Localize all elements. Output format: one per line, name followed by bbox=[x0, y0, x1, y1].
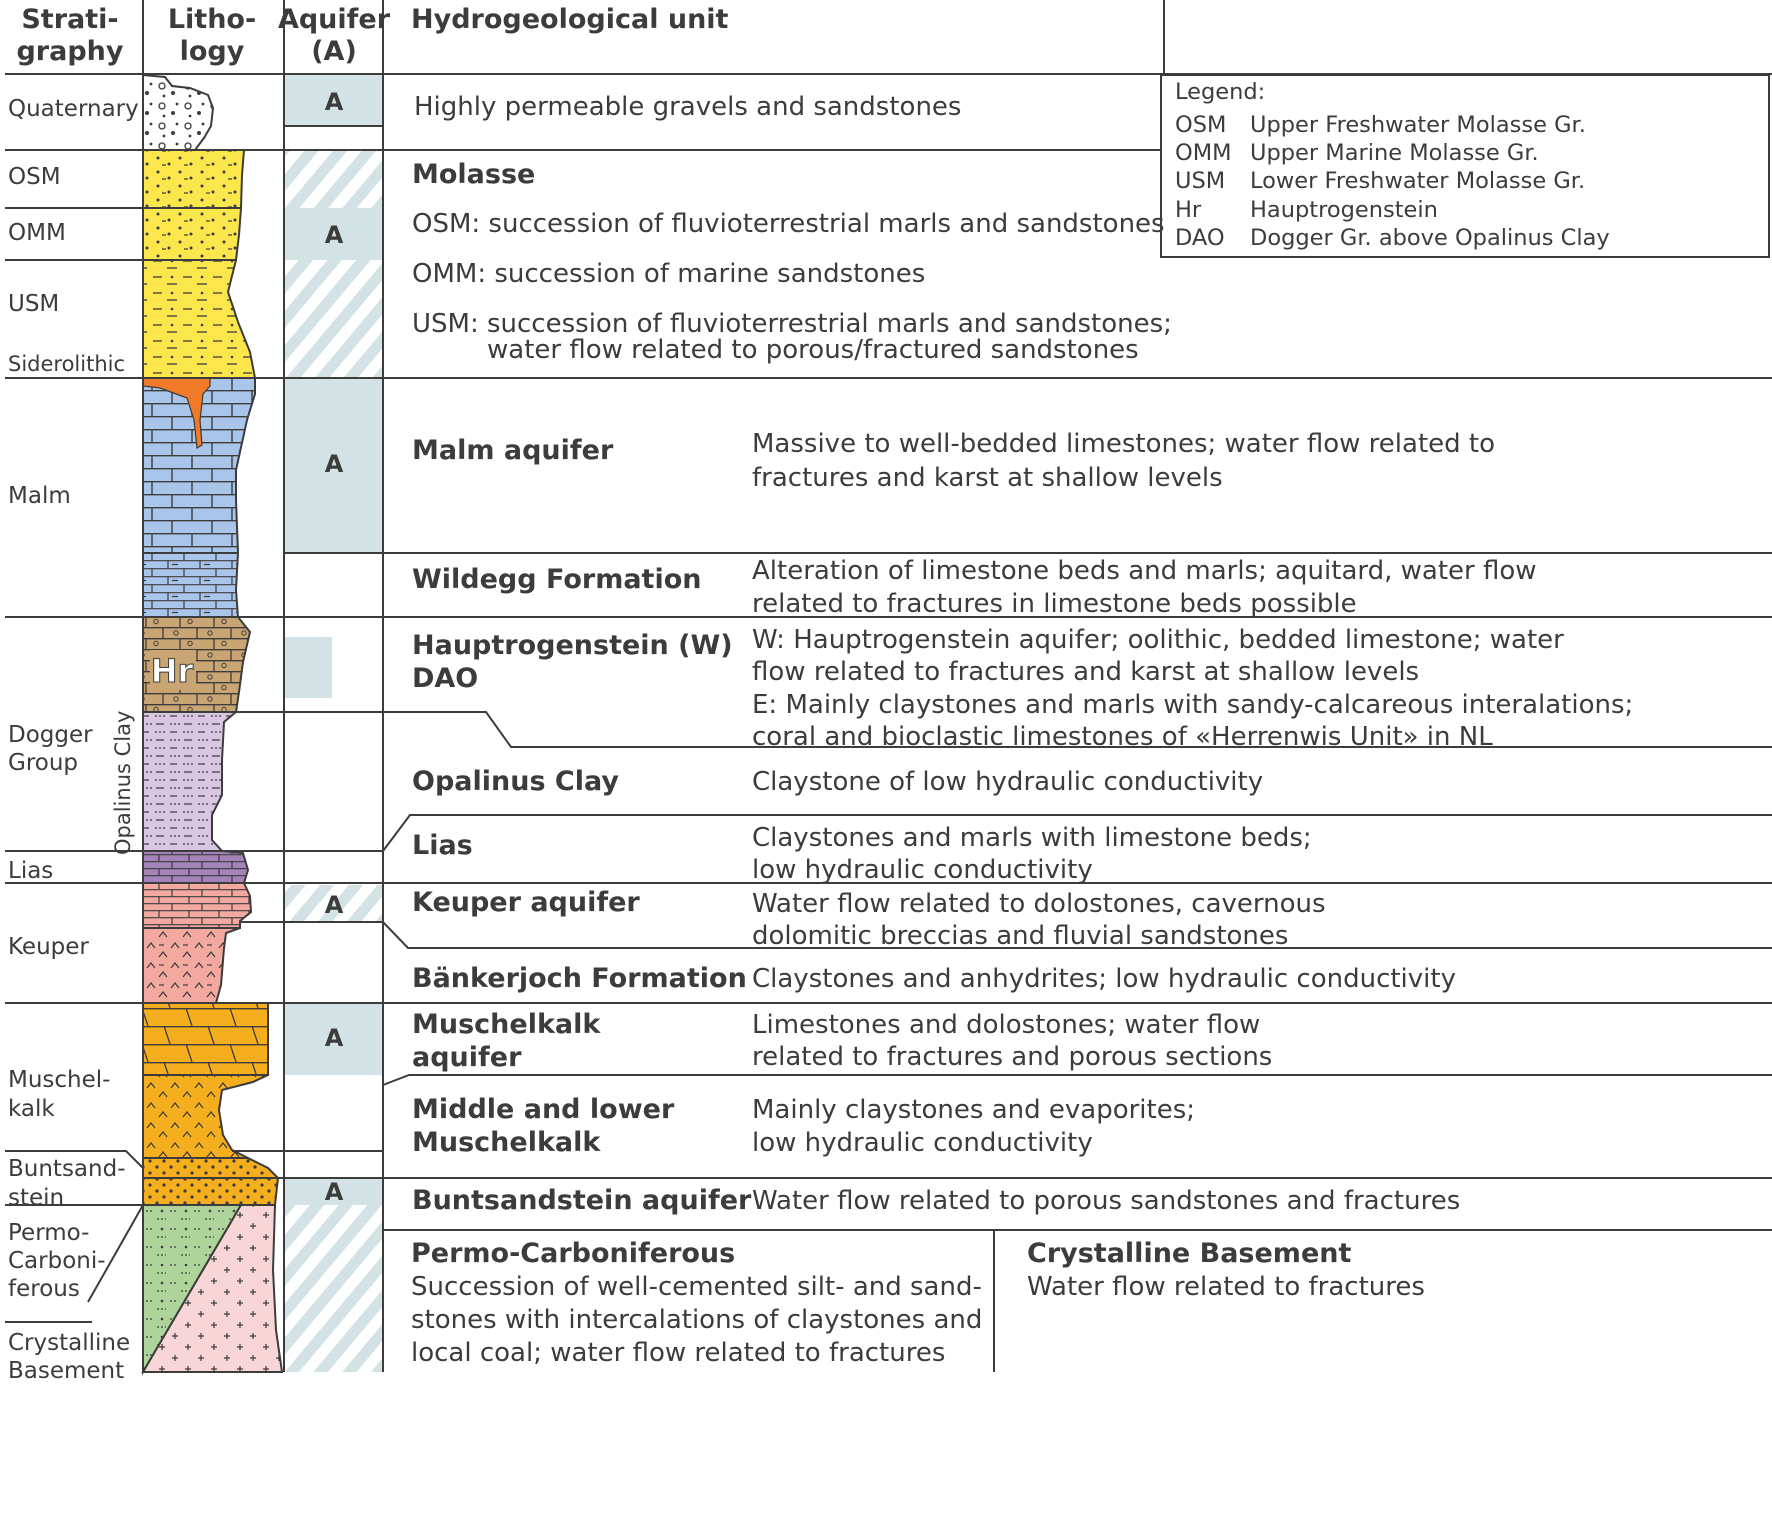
unit-hauptrogenstein-name: Hauptrogenstein (W) bbox=[412, 630, 733, 661]
units bbox=[411, 92, 1633, 1368]
aquifer-marker: A bbox=[324, 1178, 344, 1206]
strat-buntsandstein: Buntsand- bbox=[8, 1156, 126, 1182]
unit-crystalline-name: Crystalline Basement bbox=[1027, 1238, 1352, 1269]
unit-malm-name: Malm aquifer bbox=[412, 435, 614, 466]
header-stratigraphy: Strati- bbox=[21, 4, 119, 35]
unit-molasse-desc: OMM: succession of marine sandstones bbox=[412, 259, 926, 289]
legend-text: Upper Marine Molasse Gr. bbox=[1250, 140, 1539, 166]
legend-title: Legend: bbox=[1175, 79, 1266, 105]
strat-opalinus-clay: Opalinus Clay bbox=[111, 710, 135, 855]
aquifer-marker: A bbox=[324, 221, 344, 249]
litho-muschelkalk bbox=[143, 1003, 268, 1075]
unit-malm-desc: Massive to well-bedded limestones; water flow related to bbox=[752, 429, 1496, 459]
unit-permo-desc: Succession of well-cemented silt- and sand- bbox=[411, 1272, 982, 1302]
unit-middle-muschelkalk-name: Middle and lower bbox=[412, 1094, 675, 1125]
aquifer-marker: A bbox=[324, 88, 344, 116]
unit-middle-muschelkalk-desc: Mainly claystones and evaporites; bbox=[752, 1095, 1196, 1125]
unit-opalinus-name: Opalinus Clay bbox=[412, 766, 619, 797]
strat-crystalline-basement: Basement bbox=[8, 1358, 125, 1384]
legend-text: Lower Freshwater Molasse Gr. bbox=[1250, 168, 1586, 194]
litho-omm bbox=[143, 208, 241, 260]
unit-molasse-desc: OSM: succession of fluvioterrestrial marls and sandstones bbox=[412, 209, 1165, 239]
unit-molasse-desc: USM: succession of fluvioterrestrial marls and sandstones; bbox=[412, 309, 1172, 339]
strat-muschelkalk: kalk bbox=[8, 1096, 55, 1122]
litho-quaternary bbox=[143, 75, 213, 150]
unit-keuper-desc: Water flow related to dolostones, cavernous bbox=[752, 889, 1326, 919]
legend-abbr: Hr bbox=[1175, 197, 1202, 223]
aquifer-hauptrogenstein bbox=[284, 637, 332, 698]
header bbox=[16, 4, 728, 67]
unit-crystalline-desc: Water flow related to fractures bbox=[1027, 1272, 1425, 1302]
strat-omm: OMM bbox=[8, 220, 66, 246]
unit-quaternary-desc: Highly permeable gravels and sandstones bbox=[414, 92, 962, 122]
unit-molasse-name: Molasse bbox=[412, 159, 536, 190]
legend bbox=[1161, 75, 1769, 257]
unit-lias-desc: Claystones and marls with limestone beds; bbox=[752, 823, 1312, 853]
unit-baenkerjoch-name: Bänkerjoch Formation bbox=[412, 963, 747, 994]
hauptrogenstein-label: Hr bbox=[150, 652, 194, 690]
unit-permo-desc: local coal; water flow related to fractures bbox=[411, 1338, 946, 1368]
unit-hauptrogenstein-desc: E: Mainly claystones and marls with sandy-calcareous interalations; bbox=[752, 690, 1634, 720]
strat-usm: USM bbox=[8, 291, 60, 317]
litho-middle-muschelkalk bbox=[143, 1075, 268, 1158]
strat-malm: Malm bbox=[8, 483, 71, 509]
litho-buntsandstein bbox=[143, 1158, 278, 1205]
litho-keuper bbox=[143, 928, 240, 1003]
unit-keuper-name: Keuper aquifer bbox=[412, 887, 640, 918]
aquifer-marker: A bbox=[324, 891, 344, 919]
unit-baenkerjoch-desc: Claystones and anhydrites; low hydraulic conductivity bbox=[752, 964, 1456, 994]
strat-crystalline-basement: Crystalline bbox=[8, 1330, 131, 1356]
header-hydrogeological-unit: Hydrogeological unit bbox=[411, 4, 729, 35]
strat-osm: OSM bbox=[8, 164, 61, 190]
legend-abbr: DAO bbox=[1175, 225, 1225, 251]
aquitard-osm bbox=[284, 150, 383, 208]
legend-abbr: OSM bbox=[1175, 112, 1227, 138]
aquitard-usm bbox=[284, 260, 383, 378]
unit-hauptrogenstein-desc: coral and bioclastic limestones of «Herrenwis Unit» in NL bbox=[752, 722, 1493, 752]
unit-buntsandstein-name: Buntsandstein aquifer bbox=[412, 1185, 752, 1216]
legend-abbr: OMM bbox=[1175, 140, 1232, 166]
strat-lias: Lias bbox=[8, 858, 54, 884]
aquitard-permo bbox=[284, 1205, 383, 1372]
unit-muschelkalk-desc: related to fractures and porous sections bbox=[752, 1042, 1273, 1072]
litho-usm bbox=[143, 260, 255, 378]
header-lithology: Litho- bbox=[167, 4, 257, 35]
strat-permo-carboniferous: Permo- bbox=[8, 1220, 90, 1246]
header-stratigraphy: graphy bbox=[16, 36, 124, 67]
unit-buntsandstein-desc: Water flow related to porous sandstones and fractures bbox=[752, 1186, 1461, 1216]
strat-buntsandstein: stein bbox=[8, 1185, 65, 1211]
aquifer-marker: A bbox=[324, 1024, 344, 1052]
unit-opalinus-desc: Claystone of low hydraulic conductivity bbox=[752, 767, 1264, 797]
stratigraphy-column bbox=[8, 96, 139, 1384]
litho-keuper-top bbox=[143, 883, 251, 928]
unit-muschelkalk-desc: Limestones and dolostones; water flow bbox=[752, 1010, 1261, 1040]
unit-wildegg-desc: related to fractures in limestone beds possible bbox=[752, 589, 1357, 619]
unit-middle-muschelkalk-name: Muschelkalk bbox=[412, 1127, 601, 1158]
unit-malm-desc: fractures and karst at shallow levels bbox=[752, 463, 1223, 493]
strat-siderolithic: Siderolithic bbox=[8, 352, 126, 376]
strat-quaternary: Quaternary bbox=[8, 96, 139, 122]
unit-middle-muschelkalk-desc: low hydraulic conductivity bbox=[752, 1128, 1093, 1158]
strat-muschelkalk: Muschel- bbox=[8, 1067, 111, 1093]
header-lithology: logy bbox=[179, 36, 245, 67]
header-aquifer: Aquifer bbox=[277, 4, 391, 35]
legend-text: Upper Freshwater Molasse Gr. bbox=[1250, 112, 1586, 138]
litho-lias bbox=[143, 851, 248, 883]
strat-permo-carboniferous: ferous bbox=[8, 1276, 80, 1302]
unit-lias-name: Lias bbox=[412, 830, 473, 861]
unit-lias-desc: low hydraulic conductivity bbox=[752, 855, 1093, 885]
unit-muschelkalk-name: Muschelkalk bbox=[412, 1009, 601, 1040]
litho-osm bbox=[143, 150, 244, 208]
strat-dogger: Group bbox=[8, 750, 79, 776]
unit-hauptrogenstein-desc: W: Hauptrogenstein aquifer; oolithic, bedded limestone; water bbox=[752, 625, 1564, 655]
litho-wildegg bbox=[143, 553, 238, 617]
unit-wildegg-desc: Alteration of limestone beds and marls; aquitard, water flow bbox=[752, 556, 1537, 586]
unit-permo-desc: stones with intercalations of claystones and bbox=[411, 1305, 983, 1335]
unit-molasse-desc: water flow related to porous/fractured sandstones bbox=[487, 335, 1139, 365]
unit-muschelkalk-name: aquifer bbox=[412, 1042, 522, 1073]
unit-wildegg-name: Wildegg Formation bbox=[412, 564, 702, 595]
strat-keuper: Keuper bbox=[8, 934, 89, 960]
strat-dogger: Dogger bbox=[8, 722, 93, 748]
litho-opalinus bbox=[143, 712, 236, 851]
header-aquifer: (A) bbox=[311, 36, 357, 67]
unit-keuper-desc: dolomitic breccias and fluvial sandstones bbox=[752, 921, 1289, 951]
legend-text: Hauptrogenstein bbox=[1250, 197, 1438, 223]
aquifer-marker: A bbox=[324, 450, 344, 478]
unit-permo-name: Permo-Carboniferous bbox=[411, 1238, 736, 1269]
legend-abbr: USM bbox=[1175, 168, 1226, 194]
unit-hauptrogenstein-name: DAO bbox=[412, 663, 479, 694]
legend-text: Dogger Gr. above Opalinus Clay bbox=[1250, 225, 1610, 251]
strat-permo-carboniferous: Carboni- bbox=[8, 1248, 106, 1274]
unit-hauptrogenstein-desc: flow related to fractures and karst at shallow levels bbox=[752, 657, 1420, 687]
